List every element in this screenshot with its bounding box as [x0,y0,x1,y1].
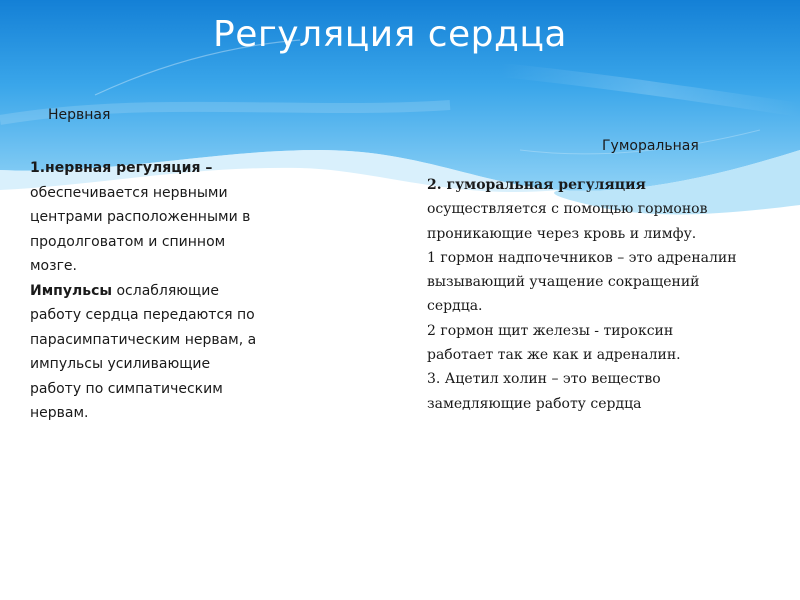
nervous-regulation-heading: 1.нервная регуляция – [30,160,213,176]
text-line: нервам. [30,405,89,421]
humoral-regulation-text [427,173,792,416]
humoral-regulation-heading: 2. гуморальная регуляция [427,177,646,193]
text-line: работает так же как и адреналин. [427,347,681,364]
text-line: продолговатом и спинном [30,233,226,250]
text-line: мозге. [30,258,77,274]
text-line: проникающие через кровь и лимфу. [427,225,697,242]
text-line: обеспечивается нервными [30,184,228,201]
text-line: 3. Ацетил холин – это вещество [427,371,661,388]
text-line: сердца. [427,298,483,315]
text-line: 1 гормон надпочечников – это адреналин [427,249,737,266]
slide-title: Регуляция сердца [213,14,567,55]
text-line: парасимпатическим нервам, а [30,331,257,348]
text-line: работу сердца передаются по [30,307,255,323]
text-line: центрами расположенными в [30,209,251,225]
text-line: импульсы усиливающие [30,356,211,372]
text-line: осуществляется с помощью гормонов [427,201,708,218]
impulses-bold-word: Импульсы [30,282,113,299]
impulses-rest: ослабляющие [112,282,219,299]
left-column-label: Нервная [48,107,111,123]
text-line: работу по симпатическим [30,380,223,397]
impulses-line [30,279,320,304]
right-column-label: Гуморальная [602,138,699,154]
text-line: вызывающий учащение сокращений [427,274,700,291]
text-line: 2 гормон щит железы - тироксин [427,322,674,339]
nervous-regulation-text [30,156,320,426]
text-line: замедляющие работу сердца [427,395,642,412]
